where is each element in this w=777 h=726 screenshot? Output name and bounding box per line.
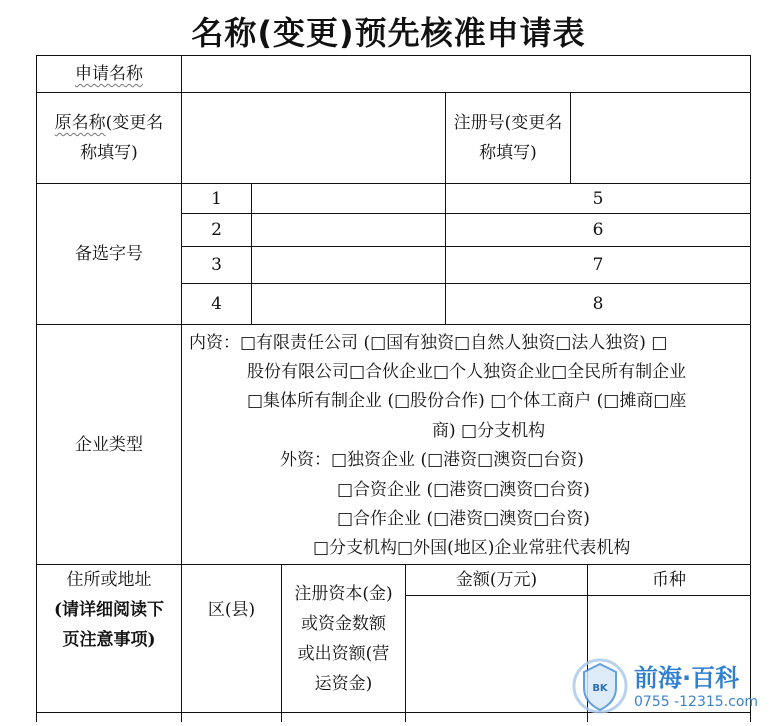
address-note: (请详细阅读下页注意事项) bbox=[53, 600, 165, 650]
original-name-title: 原名称 bbox=[54, 113, 106, 133]
alternate-field[interactable] bbox=[252, 214, 445, 246]
enterprise-type-option-line[interactable]: 外资：□独资企业 (□港资□澳资□台资) bbox=[280, 450, 584, 470]
watermark-badge-text: BK bbox=[592, 683, 608, 694]
enterprise-type-option-line[interactable]: □集体所有制企业 (□股份合作) □个体工商户 (□摊商□座 bbox=[247, 391, 687, 411]
alternate-number: 4 bbox=[211, 294, 222, 314]
amount-label: 金额(万元) bbox=[455, 570, 538, 590]
original-name-note: (变更名称填写) bbox=[80, 113, 164, 163]
amount-field[interactable] bbox=[406, 596, 587, 712]
watermark-brand: 前海·百科 bbox=[634, 664, 740, 692]
applicant-name-label bbox=[37, 56, 181, 92]
enterprise-type-option-line[interactable]: 内资：□有限责任公司 (□国有独资□自然人独资□法人独资) □ bbox=[189, 333, 668, 353]
enterprise-type-option-line[interactable]: 股份有限公司□合伙企业□个人独资企业□全民所有制企业 bbox=[247, 362, 687, 382]
registration-no-field[interactable] bbox=[571, 93, 750, 183]
alternate-number: 1 bbox=[211, 188, 222, 209]
enterprise-type-option-line[interactable]: □分支机构□外国(地区)企业常驻代表机构 bbox=[313, 538, 631, 558]
capital-label bbox=[282, 565, 405, 712]
registration-no-title: 注册号 bbox=[453, 113, 505, 133]
watermark-phone: 0755 -12315.com bbox=[634, 694, 759, 710]
form-title: 名称(变更)预先核准申请表 bbox=[191, 14, 586, 52]
alternates-label: 备选字号 bbox=[75, 244, 143, 264]
alternate-field[interactable] bbox=[252, 284, 445, 324]
alternate-field[interactable] bbox=[252, 247, 445, 283]
district-label: 区(县) bbox=[207, 600, 256, 620]
address-title: 住所或地址 bbox=[66, 570, 152, 590]
alternate-number[interactable]: 8 bbox=[592, 294, 604, 314]
currency-label: 币种 bbox=[652, 570, 686, 590]
capital-label-text: 注册资本(金)或资金数额或出资额(营运资金) bbox=[294, 583, 393, 694]
original-name-field[interactable] bbox=[182, 93, 445, 183]
registration-no-label bbox=[446, 93, 570, 183]
watermark-logo bbox=[572, 650, 777, 722]
enterprise-type-option-line[interactable]: □合资企业 (□港资□澳资□台资) bbox=[337, 480, 590, 500]
alternate-number[interactable]: 7 bbox=[592, 255, 604, 275]
alternate-number[interactable]: 5 bbox=[592, 188, 604, 209]
alternate-number: 2 bbox=[211, 220, 222, 240]
alternate-number[interactable]: 6 bbox=[592, 220, 604, 240]
applicant-name-field[interactable] bbox=[182, 56, 750, 92]
enterprise-type-label: 企业类型 bbox=[75, 434, 143, 455]
registration-no-note: (变更名称填写) bbox=[479, 113, 563, 163]
address-label bbox=[37, 565, 181, 685]
enterprise-type-option-line[interactable]: 商) □分支机构 bbox=[432, 421, 546, 441]
alternate-field[interactable] bbox=[252, 184, 445, 213]
table-border-right bbox=[750, 55, 751, 722]
original-name-label bbox=[37, 93, 181, 183]
enterprise-type-option-line[interactable]: □合作企业 (□港资□澳资□台资) bbox=[337, 509, 590, 529]
alternate-number: 3 bbox=[211, 255, 222, 275]
applicant-name-label-text: 申请名称 bbox=[75, 64, 143, 84]
